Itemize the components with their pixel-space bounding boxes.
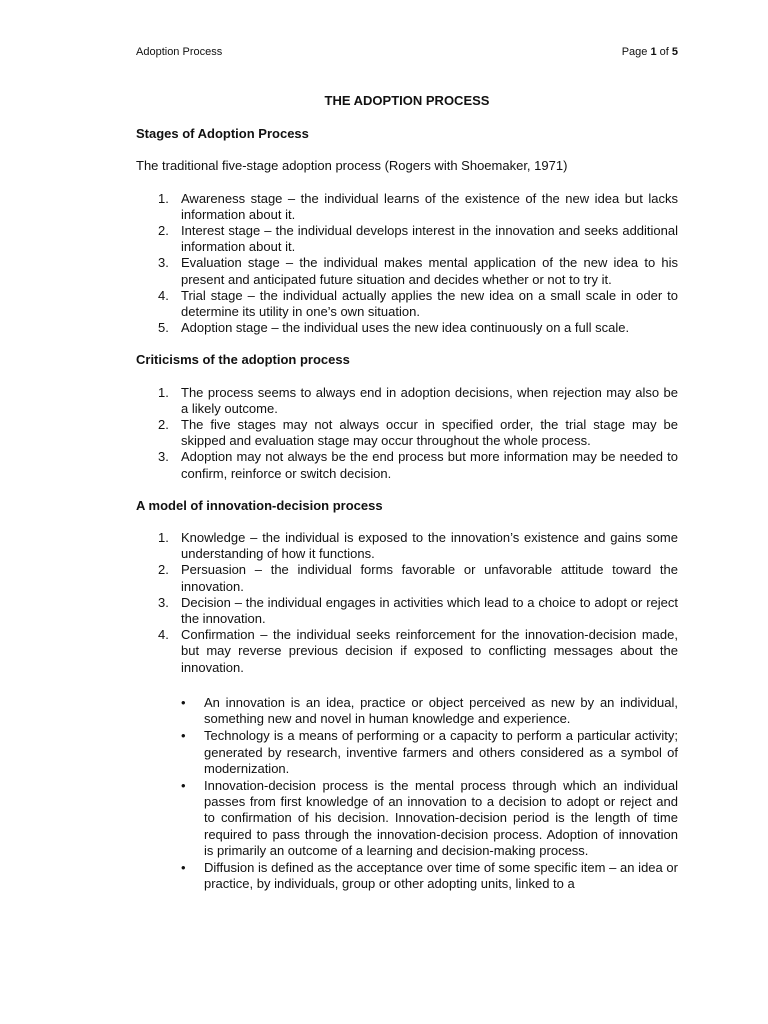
definitions-bullet-list [136,695,678,892]
list-item-text: Confirmation – the individual seeks reinforcement for the innovation-decision made, but may reverse previous decision if exposed to conflicting messages about the innovation. [181,627,678,675]
list-item-text: Knowledge – the individual is exposed to the innovation’s existence and gains some understanding of how it functions. [181,530,678,562]
list-item-text: The process seems to always end in adoption decisions, when rejection may also be a likely outcome. [181,384,678,416]
bullet-icon: • [181,694,186,710]
bullet-text: Innovation-decision process is the mental process through which an individual passes from first knowledge of an innovation to a decision to adopt or reject and to confirmation of his decision. Innovation-decision period is the length of time required to pass through the innovation-decision process. Adoption of innovation is primarily an outcome of a learning and decision-making process. [204,777,678,858]
list-number: 5. [158,320,169,336]
list-item-text: Awareness stage – the individual learns of the existence of the new idea but lacks information about it. [181,190,678,222]
section-heading-stages: Stages of Adoption Process [136,126,309,142]
bullet-item [136,860,678,892]
list-item-text: Interest stage – the individual develops interest in the innovation and seeks additional information about it. [181,223,678,255]
list-item [136,449,678,481]
list-item [136,595,678,627]
section-heading-criticisms: Criticisms of the adoption process [136,352,350,368]
list-item [136,562,678,594]
list-item [136,627,678,676]
model-list [136,530,678,676]
bullet-icon: • [181,728,186,744]
page-prefix: Page [621,46,651,58]
stages-list [136,191,678,337]
list-number: 2. [158,223,169,239]
bullet-item [136,695,678,727]
list-number: 2. [158,562,169,578]
list-item [136,417,678,449]
list-item [136,385,678,417]
list-number: 1. [158,190,169,206]
page-number [622,46,678,58]
list-number: 4. [158,627,169,643]
list-item-text: The five stages may not always occur in specified order, the trial stage may be skipped and evaluation stage may occur throughout the whole process. [181,417,678,449]
list-number: 4. [158,287,169,303]
header-doc-title: Adoption Process [136,46,223,58]
list-item [136,320,678,336]
page-current: 1 [650,46,657,58]
list-item-text: Adoption may not always be the end process but more information may be needed to confirm, reinforce or switch decision. [181,449,678,481]
list-item-text: Trial stage – the individual actually applies the new idea on a small scale in oder to determine its utility in one’s own situation. [181,287,678,320]
list-item-text: Decision – the individual engages in activities which lead to a choice to adopt or reject the innovation. [181,594,678,627]
list-item-text: Evaluation stage – the individual makes mental application of the new idea to his present and anticipated future situation and decides whether or not to try it. [181,255,678,287]
page-total: 5 [671,46,678,58]
criticisms-list [136,385,678,482]
document-body [136,93,678,893]
list-item [136,255,678,287]
section-intro: The traditional five-stage adoption process (Rogers with Shoemaker, 1971) [136,158,568,174]
list-item [136,530,678,562]
bullet-text: Technology is a means of performing or a capacity to perform a particular activity; generated by research, inventive farmers and others considered as a symbol of modernization. [204,728,678,776]
list-item [136,288,678,320]
list-number: 3. [158,255,169,271]
list-item [136,191,678,223]
list-number: 1. [158,384,169,400]
page-header [136,46,678,58]
list-number: 3. [158,594,169,610]
bullet-icon: • [181,859,186,875]
list-number: 1. [158,530,169,546]
list-number: 2. [158,417,169,433]
bullet-icon: • [181,777,186,793]
document-title: THE ADOPTION PROCESS [324,93,490,108]
list-item-text: Adoption stage – the individual uses the new idea continuously on a full scale. [181,320,630,336]
page-of: of [656,46,672,58]
bullet-item [136,778,678,859]
list-item-text: Persuasion – the individual forms favorable or unfavorable attitude toward the innovation. [181,562,678,594]
list-number: 3. [158,449,169,465]
bullet-text: Diffusion is defined as the acceptance over time of some specific item – an idea or practice, by individuals, group or other adopting units, linked to a [204,859,678,892]
list-item [136,223,678,255]
section-heading-model: A model of innovation-decision process [136,497,383,513]
bullet-item [136,728,678,777]
bullet-text: An innovation is an idea, practice or object perceived as new by an individual, something new and novel in human knowledge and experience. [204,694,678,727]
